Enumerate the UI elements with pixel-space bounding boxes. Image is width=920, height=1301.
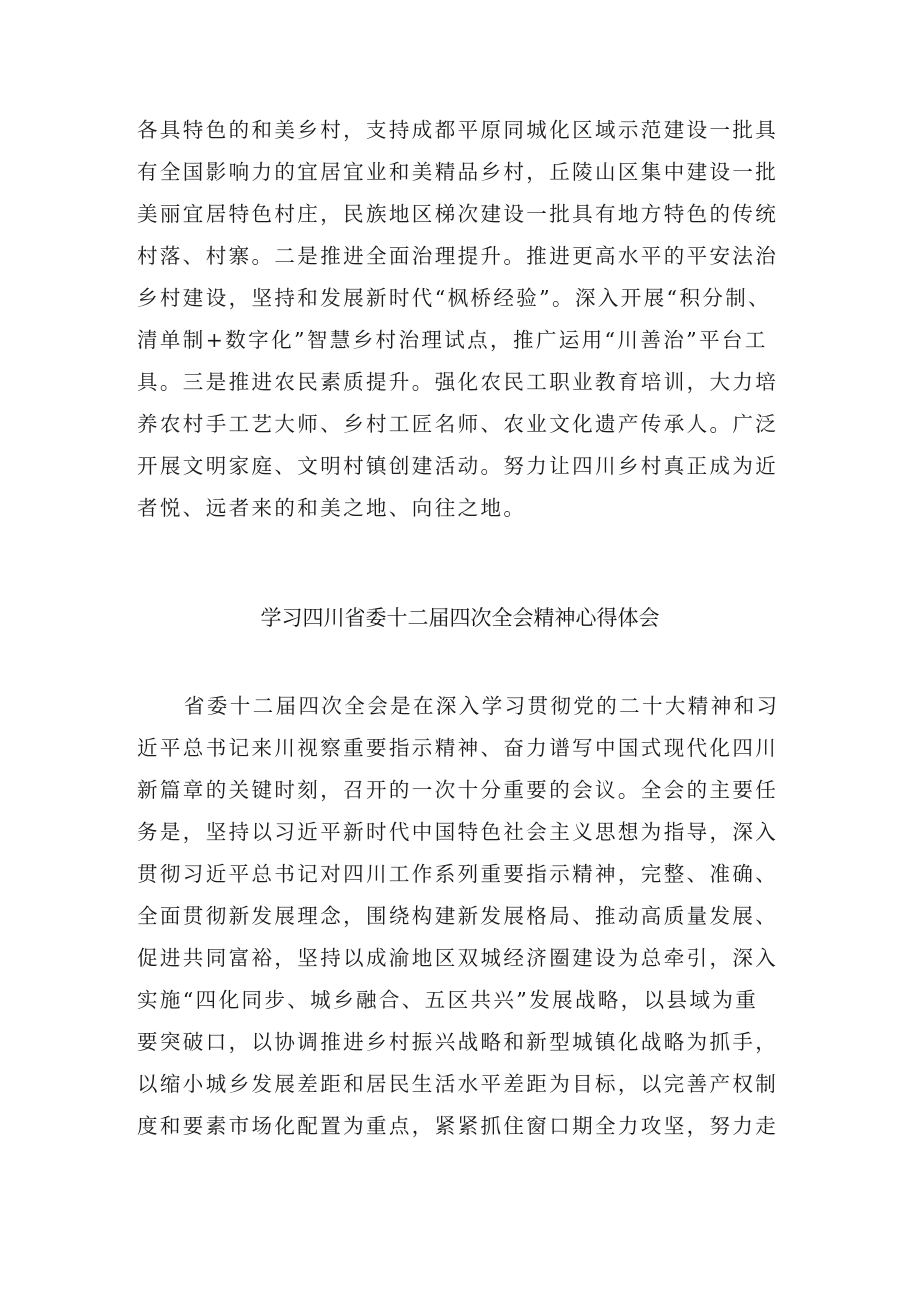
text-line: 近平总书记来川视察重要指示精神、奋力谱写中国式现代化四川: [137, 736, 779, 760]
text-line: 促进共同富裕，坚持以成渝地区双城经济圈建设为总牵引，深入: [137, 946, 779, 970]
text-line: 新篇章的关键时刻，召开的一次十分重要的会议。全会的主要任: [137, 778, 779, 802]
text-line: 省委十二届四次全会是在深入学习贯彻党的二十大精神和习: [184, 694, 780, 718]
text-line: 者悦、远者来的和美之地、向往之地。: [137, 496, 527, 520]
article-title: 学习四川省委十二届四次全会精神心得体会: [260, 606, 660, 630]
text-line: 各具特色的和美乡村，支持成都平原同城化区域示范建设一批具: [137, 118, 779, 142]
text-line: 贯彻习近平总书记对四川工作系列重要指示精神，完整、准确、: [137, 862, 779, 886]
text-line: 清单制+数字化”智慧乡村治理试点，推广运用“川善治”平台工: [137, 328, 768, 352]
text-line: 具。三是推进农民素质提升。强化农民工职业教育培训，大力培: [137, 370, 779, 394]
text-line: 开展文明家庭、文明村镇创建活动。努力让四川乡村真正成为近: [137, 454, 779, 478]
text-line: 以缩小城乡发展差距和居民生活水平差距为目标，以完善产权制: [137, 1072, 779, 1096]
text-line: 乡村建设，坚持和发展新时代“枫桥经验”。深入开展“积分制、: [137, 286, 772, 310]
text-line: 有全国影响力的宜居宜业和美精品乡村，丘陵山区集中建设一批: [137, 160, 779, 184]
text-line: 务是，坚持以习近平新时代中国特色社会主义思想为指导，深入: [137, 820, 779, 844]
text-line: 度和要素市场化配置为重点，紧紧抓住窗口期全力攻坚，努力走: [137, 1114, 779, 1138]
text-line: 实施“四化同步、城乡融合、五区共兴”发展战略，以县域为重: [137, 988, 759, 1012]
text-line: 要突破口，以协调推进乡村振兴战略和新型城镇化战略为抓手，: [137, 1030, 779, 1054]
text-line: 村落、村寨。二是推进全面治理提升。推进更高水平的平安法治: [137, 244, 779, 268]
text-line: 全面贯彻新发展理念，围绕构建新发展格局、推动高质量发展、: [137, 904, 779, 928]
text-line: 美丽宜居特色村庄，民族地区梯次建设一批具有地方特色的传统: [137, 202, 779, 226]
text-line: 养农村手工艺大师、乡村工匠名师、农业文化遗产传承人。广泛: [137, 412, 779, 436]
